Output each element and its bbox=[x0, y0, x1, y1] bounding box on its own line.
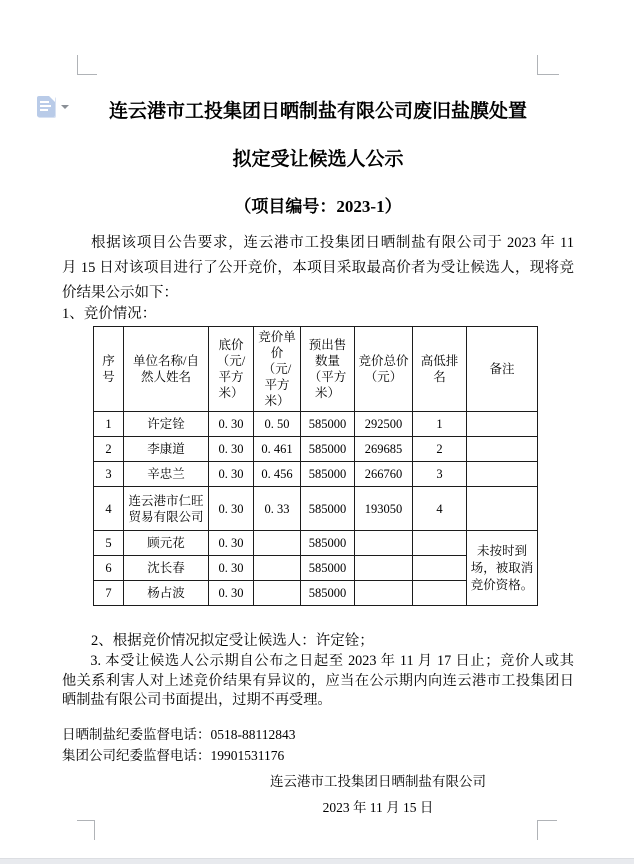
seq-cell: 2 bbox=[94, 437, 124, 462]
crop-mark-bottom-left bbox=[77, 820, 95, 840]
seq-cell: 5 bbox=[94, 531, 124, 556]
bidder-name-cell: 沈长春 bbox=[124, 556, 209, 581]
rank-cell: 4 bbox=[413, 487, 467, 531]
rank-cell: 1 bbox=[413, 412, 467, 437]
crop-mark-top-left bbox=[77, 55, 97, 75]
quantity-cell: 585000 bbox=[301, 437, 355, 462]
bid-results-table bbox=[93, 326, 538, 606]
paragraph-3 bbox=[62, 652, 574, 711]
rank-cell bbox=[413, 581, 467, 606]
seq-cell: 1 bbox=[94, 412, 124, 437]
table-header-row bbox=[94, 327, 538, 412]
phone-line-supervision-2: 集团公司纪委监督电话：19901531176 bbox=[62, 748, 285, 763]
seq-cell: 7 bbox=[94, 581, 124, 606]
unit-price-cell: 0. 33 bbox=[254, 487, 301, 531]
base-price-cell: 0. 30 bbox=[209, 412, 254, 437]
intro-line-1: 根据该项目公告要求，连云港市工投集团日晒制盐有限公司于 2023 年 11 bbox=[91, 235, 574, 251]
remark-cell bbox=[467, 437, 538, 462]
bidder-name-cell: 顾元花 bbox=[124, 531, 209, 556]
window-bottom-edge bbox=[0, 858, 634, 864]
quantity-cell: 585000 bbox=[301, 581, 355, 606]
bidder-name-cell: 连云港市仁旺贸易有限公司 bbox=[124, 487, 209, 531]
merged-remark-cell: 未按时到场，被取消竞价资格。 bbox=[467, 531, 538, 606]
intro-line-3: 价结果公示如下： bbox=[62, 285, 178, 301]
header-remark: 备注 bbox=[467, 327, 538, 412]
project-number: （项目编号：2023-1） bbox=[234, 197, 402, 216]
unit-price-cell bbox=[254, 531, 301, 556]
bidder-name-cell: 辛忠兰 bbox=[124, 462, 209, 487]
seq-cell: 3 bbox=[94, 462, 124, 487]
page-subtitle: 拟定受让候选人公示 bbox=[232, 149, 404, 170]
bidder-name-cell: 杨占波 bbox=[124, 581, 209, 606]
crop-mark-bottom-right bbox=[537, 820, 557, 840]
quantity-cell: 585000 bbox=[301, 487, 355, 531]
header-seq: 序号 bbox=[94, 327, 124, 412]
total-price-cell: 266760 bbox=[355, 462, 413, 487]
quantity-cell: 585000 bbox=[301, 412, 355, 437]
paragraph-3-line-1: 3. 本受让候选人公示期自公布之日起至 2023 年 11 月 17 日止；竞价人或其 bbox=[90, 653, 574, 669]
base-price-cell: 0. 30 bbox=[209, 462, 254, 487]
header-sale-quantity: 预出售数量（平方米） bbox=[301, 327, 355, 412]
base-price-cell: 0. 30 bbox=[209, 531, 254, 556]
quantity-cell: 585000 bbox=[301, 556, 355, 581]
crop-mark-top-right bbox=[537, 55, 559, 75]
signature-company: 连云港市工投集团日晒制盐有限公司 bbox=[270, 774, 486, 789]
table-row bbox=[94, 487, 538, 531]
unit-price-cell: 0. 461 bbox=[254, 437, 301, 462]
paragraph-3-line-2: 他关系利害人对上述竞价结果有异议的，应当在公示期内向连云港市工投集团日 bbox=[62, 672, 574, 689]
signature-date: 2023 年 11 月 15 日 bbox=[322, 800, 434, 815]
rank-cell: 3 bbox=[413, 462, 467, 487]
quantity-cell: 585000 bbox=[301, 462, 355, 487]
intro-paragraph bbox=[62, 231, 574, 306]
total-price-cell: 193050 bbox=[355, 487, 413, 531]
header-bid-total: 竞价总价（元） bbox=[355, 327, 413, 412]
header-base-price: 底价（元/平方米） bbox=[209, 327, 254, 412]
rank-cell: 2 bbox=[413, 437, 467, 462]
header-bidder-name: 单位名称/自然人姓名 bbox=[124, 327, 209, 412]
total-price-cell: 269685 bbox=[355, 437, 413, 462]
rank-cell bbox=[413, 531, 467, 556]
rank-cell bbox=[413, 556, 467, 581]
paragraph-2: 2、根据竞价情况拟定受让候选人：许定铨； bbox=[91, 633, 374, 649]
total-price-cell: 292500 bbox=[355, 412, 413, 437]
table-row bbox=[94, 437, 538, 462]
paragraph-3-line-3: 晒制盐有限公司书面提出，过期不再受理。 bbox=[62, 692, 332, 708]
unit-price-cell: 0. 50 bbox=[254, 412, 301, 437]
base-price-cell: 0. 30 bbox=[209, 556, 254, 581]
header-bid-unit-price: 竞价单价（元/平方米） bbox=[254, 327, 301, 412]
table-row bbox=[94, 412, 538, 437]
phone-line-supervision-1: 日晒制盐纪委监督电话：0518-88112843 bbox=[62, 727, 296, 742]
header-ranking: 高低排名 bbox=[413, 327, 467, 412]
base-price-cell: 0. 30 bbox=[209, 487, 254, 531]
page-title: 连云港市工投集团日晒制盐有限公司废旧盐膜处置 bbox=[108, 101, 527, 122]
bidder-name-cell: 许定铨 bbox=[124, 412, 209, 437]
seq-cell: 4 bbox=[94, 487, 124, 531]
total-price-cell bbox=[355, 556, 413, 581]
total-price-cell bbox=[355, 581, 413, 606]
bidder-name-cell: 李康道 bbox=[124, 437, 209, 462]
remark-cell bbox=[467, 487, 538, 531]
unit-price-cell bbox=[254, 556, 301, 581]
base-price-cell: 0. 30 bbox=[209, 581, 254, 606]
table-row bbox=[94, 531, 538, 556]
intro-line-2: 月 15 日对该项目进行了公开竞价，本项目采取最高价者为受让候选人，现将竞 bbox=[62, 260, 574, 276]
paste-options-icon bbox=[37, 96, 55, 117]
total-price-cell bbox=[355, 531, 413, 556]
seq-cell: 6 bbox=[94, 556, 124, 581]
table-row bbox=[94, 462, 538, 487]
unit-price-cell bbox=[254, 581, 301, 606]
section-1-heading: 1、竞价情况： bbox=[62, 306, 157, 322]
signature-block bbox=[120, 770, 634, 816]
quantity-cell: 585000 bbox=[301, 531, 355, 556]
unit-price-cell: 0. 456 bbox=[254, 462, 301, 487]
base-price-cell: 0. 30 bbox=[209, 437, 254, 462]
remark-cell bbox=[467, 462, 538, 487]
remark-cell bbox=[467, 412, 538, 437]
